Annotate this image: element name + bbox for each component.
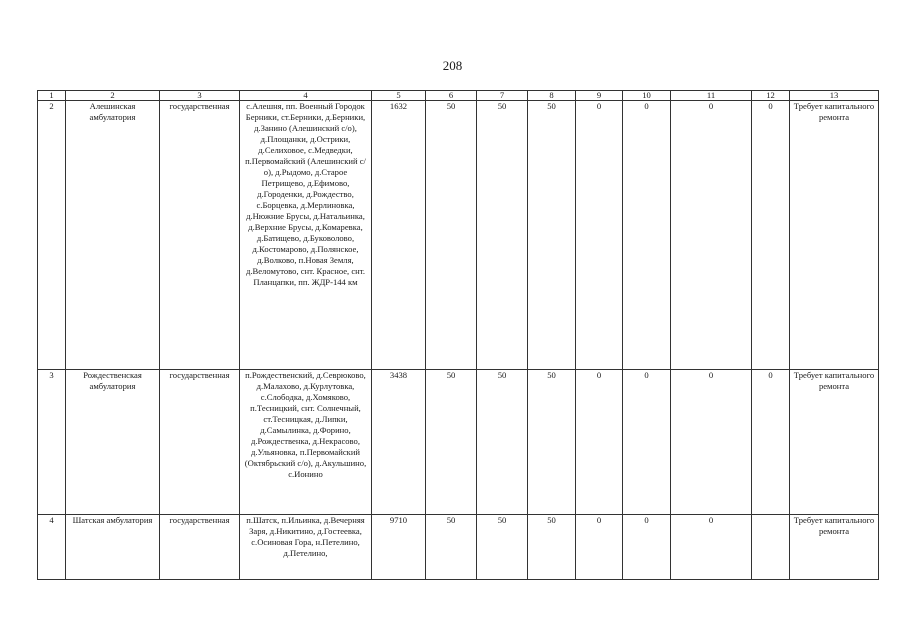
page-number: 208 [442, 58, 463, 73]
value-cell: 0 [623, 370, 671, 515]
value-cell: 0 [576, 370, 623, 515]
column-header: 2 [66, 91, 160, 101]
facility-name: Алешинская амбулатория [66, 101, 160, 370]
column-header: 4 [240, 91, 372, 101]
value-cell: 50 [528, 370, 576, 515]
value-cell: 0 [752, 101, 790, 370]
value-cell: 0 [576, 101, 623, 370]
value-cell: 1632 [372, 101, 426, 370]
settlements-cell: п.Рождественский, д.Севрюково, д.Малахово, д.Курлутовка, с.Слободка, д.Хомяково, п.Тесницкий, снт. Солнечный, ст.Тесницкая, д.Липки, д.Самылинка, д.Форино, д.Рождественка, д.Некрасово, д.Ульяновка, п.Первомайский (Октябрьский с/о), д.Акульшино, с.Ионино [240, 370, 372, 515]
column-header: 1 [38, 91, 66, 101]
value-cell [752, 515, 790, 580]
row-number: 4 [38, 515, 66, 580]
value-cell: 0 [671, 370, 752, 515]
value-cell: 0 [623, 515, 671, 580]
ownership-cell: государственная [160, 101, 240, 370]
value-cell: 0 [671, 515, 752, 580]
value-cell: 3438 [372, 370, 426, 515]
condition-cell: Требует капитального ремонта [790, 515, 879, 580]
table-row [38, 370, 879, 515]
value-cell: 50 [477, 101, 528, 370]
value-cell: 50 [528, 101, 576, 370]
column-header: 12 [752, 91, 790, 101]
value-cell: 50 [426, 515, 477, 580]
value-cell: 9710 [372, 515, 426, 580]
row-number: 3 [38, 370, 66, 515]
column-header: 11 [671, 91, 752, 101]
column-header: 5 [372, 91, 426, 101]
ownership-cell: государственная [160, 370, 240, 515]
column-header: 3 [160, 91, 240, 101]
column-header: 8 [528, 91, 576, 101]
table-row [38, 101, 879, 370]
value-cell: 0 [752, 370, 790, 515]
value-cell: 50 [426, 101, 477, 370]
column-header: 9 [576, 91, 623, 101]
row-number: 2 [38, 101, 66, 370]
column-header: 13 [790, 91, 879, 101]
ownership-cell: государственная [160, 515, 240, 580]
column-number-row [38, 91, 879, 101]
value-cell: 50 [426, 370, 477, 515]
value-cell: 50 [477, 370, 528, 515]
settlements-cell: п.Шатск, п.Ильинка, д.Вечерняя Заря, д.Никитино, д.Гостеевка, с.Осиновая Гора, н.Петелино, д.Петелино, [240, 515, 372, 580]
column-header: 7 [477, 91, 528, 101]
value-cell: 50 [528, 515, 576, 580]
table-row [38, 515, 879, 580]
column-header: 10 [623, 91, 671, 101]
condition-cell: Требует капитального ремонта [790, 370, 879, 515]
column-header: 6 [426, 91, 477, 101]
settlements-cell: с.Алешня, пп. Военный Городок Берники, ст.Берники, д.Берники, д.Занино (Алешинский с/о), д.Площанки, д.Острики, д.Селиховое, с.Медведки, п.Первомайский (Алешинский с/о), д.Рыдомо, д.Старое Петрищево, д.Ефимово, д.Городенки, д.Рождество, с.Борцевка, д.Мерлиновка, д.Нюжние Брусы, д.Натальинка, д.Верхние Брусы, д.Комаревка, д.Батищево, д.Буковолово, д.Костомарово, д.Полянское, д.Волково, п.Новая Земля, д.Веломутово, снт. Красное, снт. Планцапки, пп. ЖДР-144 км [240, 101, 372, 370]
facility-name: Шатская амбулатория [66, 515, 160, 580]
value-cell: 0 [576, 515, 623, 580]
facility-name: Рождественская амбулатория [66, 370, 160, 515]
facilities-table [37, 90, 879, 580]
condition-cell: Требует капитального ремонта [790, 101, 879, 370]
value-cell: 0 [671, 101, 752, 370]
value-cell: 0 [623, 101, 671, 370]
value-cell: 50 [477, 515, 528, 580]
